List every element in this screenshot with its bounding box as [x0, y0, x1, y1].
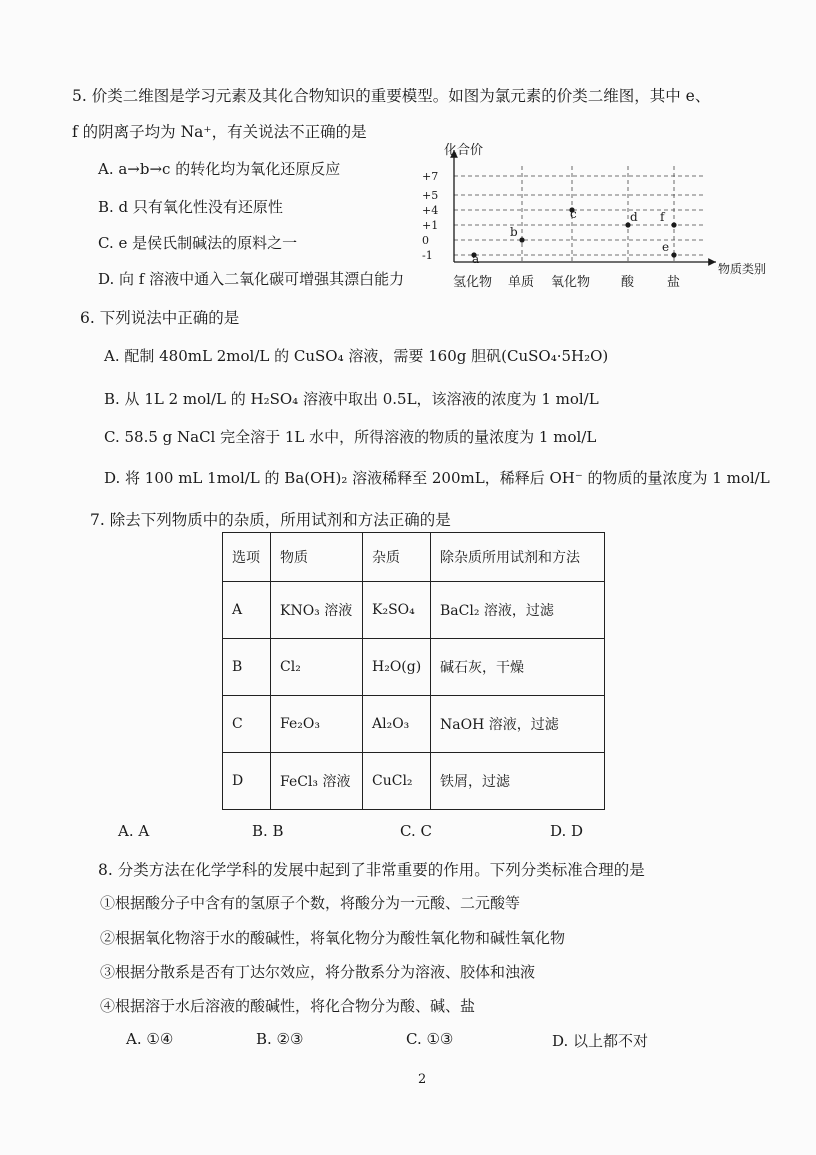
x-category-label: 氢化物: [453, 275, 493, 290]
q8-title: 8. 分类方法在化学学科的发展中起到了非常重要的作用。下列分类标准合理的是: [98, 861, 645, 879]
table-cell: 碱石灰，干燥: [431, 639, 605, 696]
valence-class-chart: [420, 138, 780, 298]
q8-answer-a: A. ①④: [126, 1030, 174, 1048]
point-f: [671, 222, 676, 227]
q5-option-d: D. 向 f 溶液中通入二氧化碳可增强其漂白能力: [98, 270, 405, 288]
x-category-label: 盐: [667, 275, 681, 290]
q5-stem-line2: f 的阴离子均为 Na⁺，有关说法不正确的是: [72, 123, 367, 141]
point-b: [519, 237, 524, 242]
page-number: 2: [418, 1072, 427, 1087]
q7-answer-d: D. D: [550, 822, 584, 840]
y-tick-label: +5: [422, 189, 439, 202]
q6-option-d: D. 将 100 mL 1mol/L 的 Ba(OH)₂ 溶液稀释至 200mL，稀释后 OH⁻ 的物质的量浓度为 1 mol/L: [104, 469, 770, 487]
q5-stem-line1: 5. 价类二维图是学习元素及其化合物知识的重要模型。如图为氯元素的价类二维图，其中 e、: [72, 87, 711, 105]
q6-option-b: B. 从 1L 2 mol/L 的 H₂SO₄ 溶液中取出 0.5L，该溶液的浓度为 1 mol/L: [104, 390, 599, 408]
x-category-label: 酸: [621, 275, 635, 290]
point-label-b: b: [510, 225, 518, 239]
table-cell: 铁屑，过滤: [431, 753, 605, 810]
table-cell: BaCl₂ 溶液，过滤: [431, 582, 605, 639]
q5-option-a: A. a→b→c 的转化均为氧化还原反应: [98, 160, 341, 178]
q6-title: 6. 下列说法中正确的是: [80, 309, 240, 327]
table-cell: Al₂O₃: [363, 696, 431, 753]
header-cell: 选项: [223, 533, 271, 582]
q8-item-1: ①根据酸分子中含有的氢原子个数，将酸分为一元酸、二元酸等: [100, 894, 521, 912]
table-row: [223, 696, 605, 753]
y-tick-label: +1: [422, 219, 439, 232]
x-category-label: 单质: [508, 275, 535, 290]
y-axis-label: 化合价: [444, 143, 484, 158]
point-e: [671, 252, 676, 257]
point-label-d: d: [630, 210, 638, 224]
point-label-a: a: [472, 252, 480, 266]
table-cell: KNO₃ 溶液: [271, 582, 363, 639]
table-row: [223, 582, 605, 639]
table-cell: Cl₂: [271, 639, 363, 696]
q8-answer-d: D. 以上都不对: [552, 1032, 649, 1050]
table-row: [223, 753, 605, 810]
q7-answer-c: C. C: [400, 822, 432, 840]
x-axis-label: 物质类别: [718, 262, 767, 276]
table-cell: C: [223, 696, 271, 753]
y-tick-label: +7: [422, 170, 439, 183]
q8-answer-b: B. ②③: [256, 1030, 304, 1048]
q8-item-4: ④根据溶于水后溶液的酸碱性，将化合物分为酸、碱、盐: [100, 997, 476, 1015]
impurity-table: [222, 532, 605, 810]
q8-item-2: ②根据氧化物溶于水的酸碱性，将氧化物分为酸性氧化物和碱性氧化物: [100, 929, 566, 947]
table-row: [223, 639, 605, 696]
q6-option-a: A. 配制 480mL 2mol/L 的 CuSO₄ 溶液，需要 160g 胆矾(CuSO₄·5H₂O): [104, 347, 609, 365]
table-cell: A: [223, 582, 271, 639]
table-cell: Fe₂O₃: [271, 696, 363, 753]
q7-answer-a: A. A: [118, 822, 150, 840]
point-label-e: e: [662, 240, 670, 254]
table-header-row: [223, 533, 605, 582]
y-tick-label: 0: [422, 234, 429, 247]
x-category-label: 氧化物: [551, 275, 591, 290]
header-cell: 杂质: [363, 533, 431, 582]
y-tick-label: +4: [422, 204, 439, 217]
point-label-c: c: [570, 207, 577, 221]
table-cell: NaOH 溶液，过滤: [431, 696, 605, 753]
q8-answer-c: C. ①③: [406, 1030, 454, 1048]
table-cell: CuCl₂: [363, 753, 431, 810]
q7-title: 7. 除去下列物质中的杂质，所用试剂和方法正确的是: [90, 511, 451, 529]
table-cell: H₂O(g): [363, 639, 431, 696]
q7-answer-b: B. B: [252, 822, 284, 840]
q6-option-c: C. 58.5 g NaCl 完全溶于 1L 水中，所得溶液的物质的量浓度为 1 mol/L: [104, 428, 597, 446]
q5-option-c: C. e 是侯氏制碱法的原料之一: [98, 234, 298, 252]
y-tick-label: -1: [422, 249, 433, 262]
q5-option-b: B. d 只有氧化性没有还原性: [98, 198, 283, 216]
table-cell: B: [223, 639, 271, 696]
header-cell: 除杂质所用试剂和方法: [431, 533, 605, 582]
point-label-f: f: [660, 210, 665, 224]
header-cell: 物质: [271, 533, 363, 582]
table-cell: FeCl₃ 溶液: [271, 753, 363, 810]
q8-item-3: ③根据分散系是否有丁达尔效应，将分散系分为溶液、胶体和浊液: [100, 963, 536, 981]
table-cell: D: [223, 753, 271, 810]
table-cell: K₂SO₄: [363, 582, 431, 639]
